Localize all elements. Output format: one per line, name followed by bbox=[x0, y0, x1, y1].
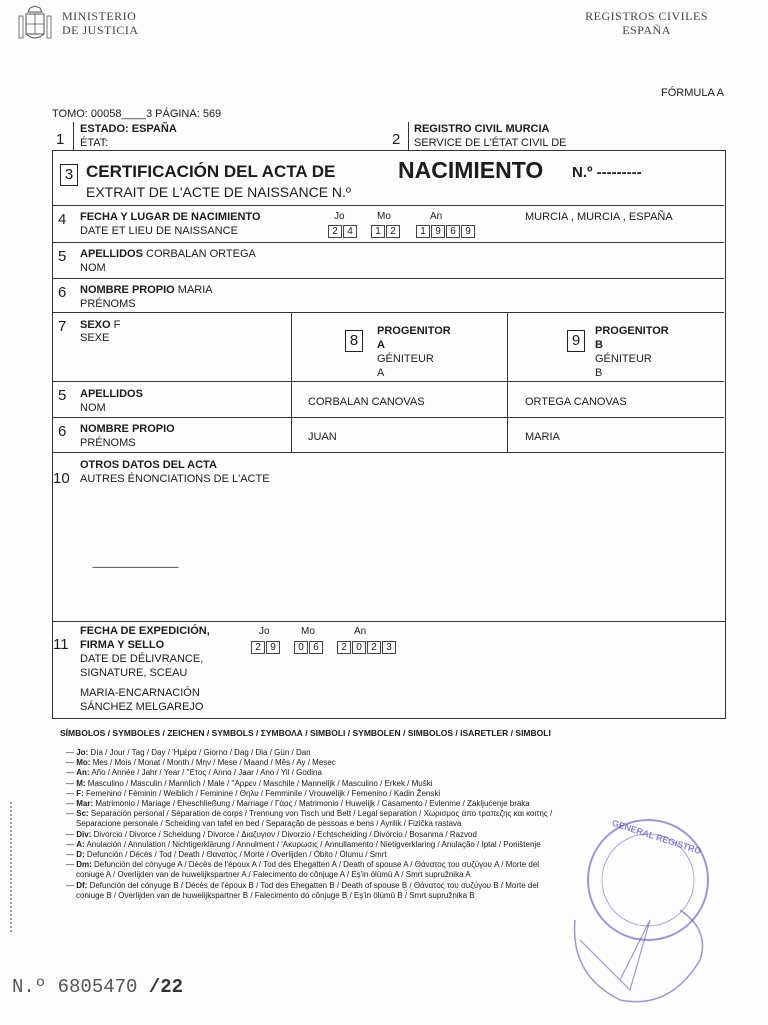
legend-line: — F: Femenino / Féminin / Weiblich / Feminine / Θηλυ / Femminile / Vrouwelijk / Femenino / Kadin Ženski bbox=[66, 788, 441, 798]
legend-line: — An: Año / Année / Jahr / Year / ''Ετος / Anno / Jaar / Ano / Yil / Godina bbox=[66, 768, 322, 778]
field1-number: 1 bbox=[56, 131, 65, 148]
field7-label-fr: SEXE bbox=[80, 332, 110, 344]
field7-number: 7 bbox=[58, 318, 67, 335]
field6-number: 6 bbox=[58, 284, 67, 301]
field9-number: 9 bbox=[567, 330, 585, 352]
birth-month-header: Mo bbox=[377, 211, 391, 222]
issue-day-digit: 9 bbox=[266, 641, 280, 654]
birth-year-digit: 6 bbox=[446, 225, 460, 238]
serial-prefix: N.º bbox=[12, 976, 47, 998]
field9-label-es: PROGENITOR bbox=[595, 325, 669, 337]
parents-nombre-label-fr: PRÉNOMS bbox=[80, 437, 136, 449]
birth-month-boxes bbox=[371, 225, 401, 238]
birth-year-digit: 9 bbox=[431, 225, 445, 238]
title-subtitle-fr: EXTRAIT DE L'ACTE DE NAISSANCE N.º bbox=[86, 184, 352, 200]
parent-b-apellidos: ORTEGA CANOVAS bbox=[525, 396, 627, 408]
field2-label-fr: SERVICE DE L'ÉTAT CIVIL DE bbox=[414, 137, 567, 149]
birth-day-header: Jo bbox=[334, 211, 345, 222]
field2-number: 2 bbox=[392, 131, 401, 148]
ministry-crest bbox=[16, 4, 54, 44]
issue-month-digit: 0 bbox=[294, 641, 308, 654]
field11-label-fr2: SIGNATURE, SCEAU bbox=[80, 667, 188, 679]
field8-letter-es: A bbox=[377, 339, 385, 351]
ministry-line2: DE JUSTICIA bbox=[62, 23, 139, 37]
field11-label-es1: FECHA DE EXPEDICIÓN, bbox=[80, 625, 210, 637]
issue-year-digit: 2 bbox=[367, 641, 381, 654]
side-security-strip bbox=[10, 802, 18, 932]
issue-day-boxes bbox=[251, 641, 281, 654]
registry-name bbox=[585, 9, 708, 37]
legend-line: — A: Anulación / Annulation / Nichtigerklärung / Annulment / 'Ακυρωσις / Annullamento / Nietigverklaring / Anulação / Iptal / Poništenje bbox=[66, 839, 541, 849]
issue-year-digit: 2 bbox=[337, 641, 351, 654]
legend-line: — Sc: Separación personal / Séparation de corps / Trennung von Tisch und Bett / Legal separation / Χωρισμος άπο τραπεζης και κοιτης / bbox=[66, 809, 553, 819]
ministry-line1: MINISTERIO bbox=[62, 9, 137, 23]
parents-apellidos-number: 5 bbox=[58, 387, 67, 404]
birth-month-digit: 1 bbox=[371, 225, 385, 238]
signer-name-1: MARIA-ENCARNACIÓN bbox=[80, 687, 200, 699]
legend-line: — Df: Defunción del cónyuge B / Décès de l'époux B / Tod des Ehegatten B / Death of spouse B / Θάνατος του συζύγου B / Morte del bbox=[66, 880, 539, 890]
field7-sexo bbox=[80, 319, 120, 331]
field9-letter-fr: B bbox=[595, 367, 603, 379]
title-document-type: NACIMIENTO bbox=[398, 157, 544, 183]
birth-year-digit: 1 bbox=[416, 225, 430, 238]
birth-year-boxes bbox=[416, 225, 476, 238]
parent-b-nombre: MARIA bbox=[525, 431, 560, 443]
field10-label-fr: AUTRES ÉNONCIATIONS DE L'ACTE bbox=[80, 473, 270, 485]
title-number: N.º --------- bbox=[572, 164, 642, 181]
birth-year-header: An bbox=[430, 211, 443, 222]
title-prefix: CERTIFICACIÓN DEL ACTA DE bbox=[86, 162, 336, 181]
field8-number: 8 bbox=[345, 330, 363, 352]
field3-number: 3 bbox=[60, 164, 78, 186]
field11-number: 11 bbox=[53, 636, 69, 653]
official-stamp bbox=[560, 800, 720, 1020]
legend-line: Separacione personale / Scheiding van tafel en bed / Separação de pessoas e bens / Ayrilik / Fizička rastava bbox=[76, 819, 462, 829]
stamp-text: GENERAL REGISTRO bbox=[610, 817, 703, 857]
field10-dashes: ------------------------------------------- bbox=[92, 562, 178, 572]
field10-label-es: OTROS DATOS DEL ACTA bbox=[80, 459, 217, 471]
legend-line: — Div: Divorcio / Divorce / Scheidung / Divorce / Διαζυγιον / Divorzio / Echtscheiding / Divórcio / Bosanma / Razvod bbox=[66, 829, 477, 839]
legend-line: — Dm: Defunción del cónyuge A / Décès de l'époux A / Tod des Ehegatten A / Death of spouse A / Θάνατος του συζύγου A / Morte del bbox=[66, 860, 540, 870]
legend-line: — Mar: Matrimonio / Mariage / Eheschließung / Marriage / Γάος / Matrimonio / Huwelijk / Casamento / Evlenme / Zakljućenje braka bbox=[66, 799, 530, 809]
field6-value: MARIA bbox=[177, 284, 213, 296]
field9-letter-es: B bbox=[595, 339, 603, 351]
field7-value: F bbox=[113, 319, 121, 331]
birth-month-digit: 2 bbox=[386, 225, 400, 238]
issue-day-digit: 2 bbox=[251, 641, 265, 654]
parents-nombre-label-es: NOMBRE PROPIO bbox=[80, 423, 175, 435]
legend-line: — M: Masculino / Masculin / Mannlich / Male / ''Αρρεν / Maschile / Mannelijk / Masculino / Erkek / Muški bbox=[66, 778, 433, 788]
field11-label-fr1: DATE DE DÉLIVRANCE, bbox=[80, 653, 204, 665]
tomo-pagina: TOMO: 00058____3 PÁGINA: 569 bbox=[52, 108, 222, 120]
serial-suffix: /22 bbox=[148, 976, 184, 998]
field5-number: 5 bbox=[58, 248, 67, 265]
legend-line: — Jo: Día / Jour / Tag / Day / 'Ημέρα / Giorno / Dag / Dia / Gün / Dan bbox=[66, 748, 311, 757]
field6-nombre bbox=[80, 284, 213, 296]
symbols-title: SÍMBOLOS / SYMBOLES / ZEICHEN / SYMBOLS / ΣΥΜΒΟΛΑ / SIMBOLI / SYMBOLEN / SIMBOLOS / ISARETLER / SIMBOLI bbox=[60, 728, 551, 738]
field9-label-fr: GÉNITEUR bbox=[595, 353, 652, 365]
registry-line2: ESPAÑA bbox=[622, 23, 671, 37]
field5-label-es: APELLIDOS bbox=[80, 248, 143, 260]
birth-year-digit: 9 bbox=[461, 225, 475, 238]
parent-a-nombre: JUAN bbox=[308, 431, 337, 443]
issue-month-header: Mo bbox=[301, 626, 315, 637]
legend-line: — D: Defunción / Décès / Tod / Death / Θανατος / Morte / Overlijden / Óbito / Ölumu / Smrt bbox=[66, 850, 387, 860]
legend-line: — Mo: Mes / Mois / Monat / Month / Μην / Mese / Maand / Mês / Ay / Mesec bbox=[66, 758, 336, 768]
birth-day-digit: 2 bbox=[328, 225, 342, 238]
ministry-name bbox=[62, 9, 139, 37]
serial-value: 6805470 bbox=[57, 976, 138, 998]
legend-line: coniuge B / Overlijden van de huwelijkspartner B / Falecimento do cônjuge B / Eş'in ölümü B / Smrt supružnika B bbox=[76, 890, 475, 900]
field6-label-es: NOMBRE PROPIO bbox=[80, 284, 175, 296]
issue-month-digit: 6 bbox=[309, 641, 323, 654]
parent-a-apellidos: CORBALAN CANOVAS bbox=[308, 396, 425, 408]
issue-year-digit: 3 bbox=[382, 641, 396, 654]
field8-label-es: PROGENITOR bbox=[377, 325, 451, 337]
field4-number: 4 bbox=[58, 211, 67, 228]
field5-value: CORBALAN ORTEGA bbox=[146, 248, 256, 260]
field5-apellidos bbox=[80, 248, 256, 260]
field7-label-es: SEXO bbox=[80, 319, 111, 331]
legend-line: coniuge A / Overlijden van de huwelijkspartner A / Falecimento do cônjuge A / Eş'in ölümü A / Smrt supružnika A bbox=[76, 870, 471, 880]
birth-day-boxes bbox=[328, 225, 358, 238]
formula-label: FÓRMULA A bbox=[661, 87, 724, 99]
field6-label-fr: PRÉNOMS bbox=[80, 298, 136, 310]
serial-number bbox=[12, 976, 183, 998]
issue-month-boxes bbox=[294, 641, 324, 654]
field4-label-es: FECHA Y LUGAR DE NACIMIENTO bbox=[80, 211, 261, 223]
field1-label-fr: ÉTAT: bbox=[80, 137, 109, 149]
registry-line1: REGISTROS CIVILES bbox=[585, 9, 708, 23]
field4-label-fr: DATE ET LIEU DE NAISSANCE bbox=[80, 225, 238, 237]
parents-apellidos-label-fr: NOM bbox=[80, 402, 106, 414]
field11-label-es2: FIRMA Y SELLO bbox=[80, 639, 165, 651]
field5-label-fr: NOM bbox=[80, 262, 106, 274]
issue-year-boxes bbox=[337, 641, 397, 654]
field8-letter-fr: A bbox=[377, 367, 385, 379]
issue-year-digit: 0 bbox=[352, 641, 366, 654]
issue-day-header: Jo bbox=[259, 626, 270, 637]
parents-nombre-number: 6 bbox=[58, 423, 67, 440]
parents-apellidos-label-es: APELLIDOS bbox=[80, 388, 143, 400]
birth-place: MURCIA , MURCIA , ESPAÑA bbox=[525, 211, 673, 223]
field2-label-es: REGISTRO CIVIL MURCIA bbox=[414, 123, 550, 135]
issue-year-header: An bbox=[354, 626, 367, 637]
birth-day-digit: 4 bbox=[343, 225, 357, 238]
field10-number: 10 bbox=[53, 470, 70, 487]
field8-label-fr: GÉNITEUR bbox=[377, 353, 434, 365]
signer-name-2: SÁNCHEZ MELGAREJO bbox=[80, 701, 204, 713]
field1-label-es: ESTADO: ESPAÑA bbox=[80, 123, 177, 135]
